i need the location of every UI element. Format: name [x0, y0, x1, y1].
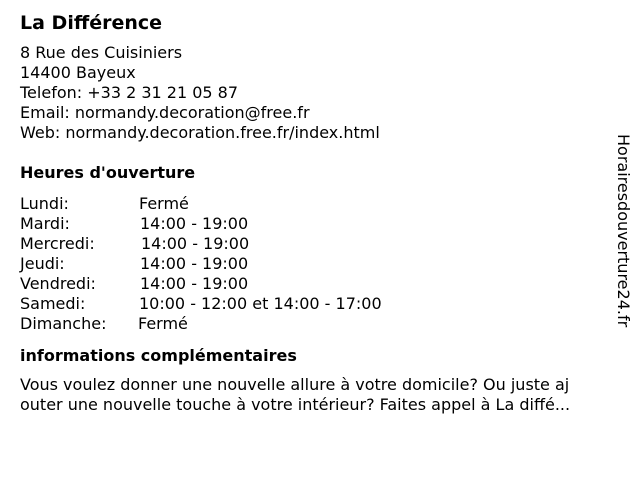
time-value: Fermé — [139, 194, 189, 213]
time-value: 14:00 - 19:00 — [140, 214, 249, 233]
day-label: Dimanche: — [20, 314, 107, 333]
contact-block — [20, 43, 620, 143]
address-street: 8 Rue des Cuisiniers — [20, 43, 183, 62]
business-card — [20, 11, 620, 415]
hours-row-jeudi — [20, 254, 620, 274]
time-value: Fermé — [138, 314, 188, 333]
web-line: Web: normandy.decoration.free.fr/index.html — [20, 123, 380, 142]
day-label: Lundi: — [20, 194, 69, 213]
info-line-2: outer une nouvelle touche à votre intérieur? Faites appel à La diffé... — [20, 395, 571, 414]
business-name: La Différence — [20, 12, 163, 34]
time-value: 14:00 - 19:00 — [140, 274, 249, 293]
hours-heading: Heures d'ouverture — [20, 163, 196, 182]
site-watermark: Horairesdouverture24.fr — [614, 134, 633, 328]
hours-table — [20, 194, 620, 334]
day-label: Samedi: — [20, 294, 86, 313]
hours-row-mardi — [20, 214, 620, 234]
day-label: Mardi: — [20, 214, 70, 233]
info-description — [20, 375, 618, 415]
info-line-1: Vous voulez donner une nouvelle allure à votre domicile? Ou juste aj — [20, 375, 570, 394]
hours-row-dimanche — [20, 314, 620, 334]
hours-row-samedi — [20, 294, 620, 314]
time-value: 14:00 - 19:00 — [141, 234, 250, 253]
hours-row-lundi — [20, 194, 620, 214]
hours-row-mercredi — [20, 234, 620, 254]
phone-line: Telefon: +33 2 31 21 05 87 — [20, 83, 239, 102]
hours-row-vendredi — [20, 274, 620, 294]
day-label: Vendredi: — [20, 274, 96, 293]
address-city: 14400 Bayeux — [20, 63, 136, 82]
time-value: 10:00 - 12:00 et 14:00 - 17:00 — [139, 294, 382, 313]
email-line: Email: normandy.decoration@free.fr — [20, 103, 310, 122]
info-heading: informations complémentaires — [20, 346, 297, 365]
day-label: Mercredi: — [20, 234, 95, 253]
time-value: 14:00 - 19:00 — [140, 254, 249, 273]
day-label: Jeudi: — [20, 254, 65, 273]
